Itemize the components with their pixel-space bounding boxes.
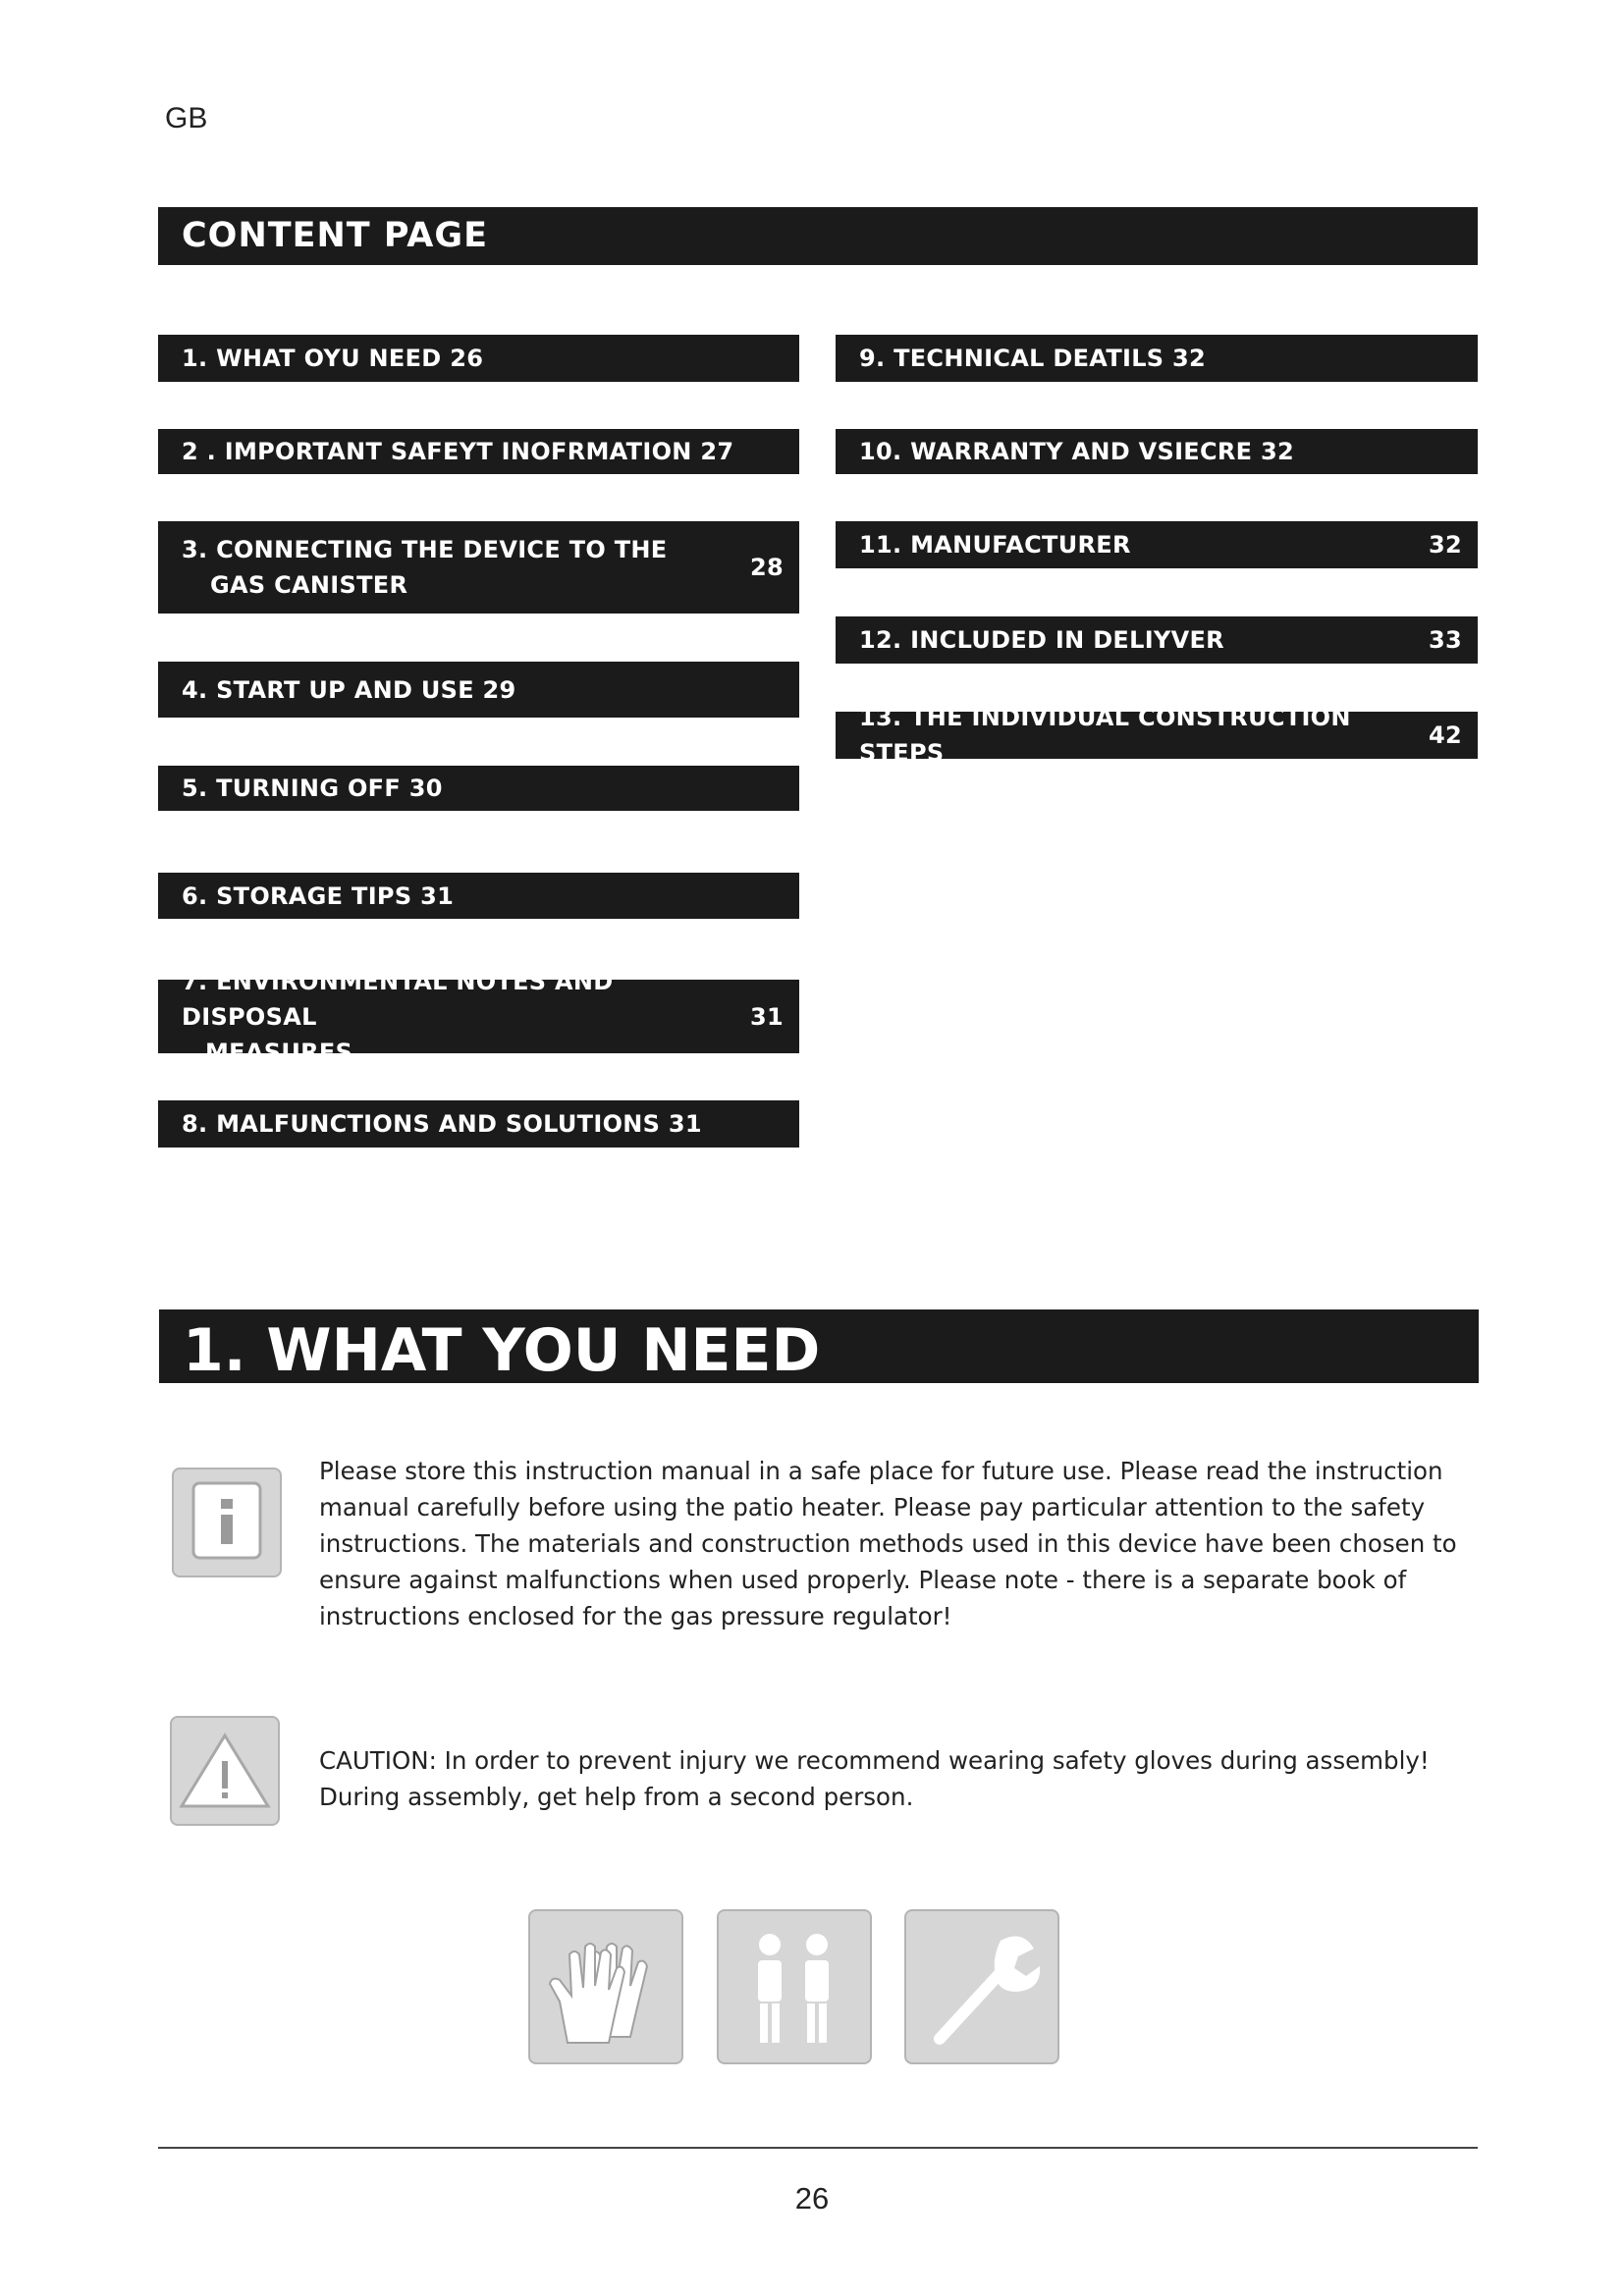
toc-item-label: 13. THE INDIVIDUAL CONSTRUCTION STEPS: [859, 704, 1351, 767]
footer-rule: [158, 2147, 1478, 2149]
toc-item-label: 7. ENVIRONMENTAL NOTES AND DISPOSAL MEASURES: [182, 967, 614, 1066]
caution-paragraph: CAUTION: In order to prevent injury we recommend wearing safety gloves during assembly! During assembly, get help from a second person.: [319, 1746, 1430, 1811]
toc-item-page: 32: [1429, 531, 1462, 559]
info-paragraph: Please store this instruction manual in a safe place for future use. Please read the instruction manual carefully before using the patio heater. Please pay particular attention to the safety instructions. The materials and construction methods used in this device have been chosen to ensure against malfunctions when used properly. Please note - there is a separate book of instructions enclosed for the gas pressure regulator!: [319, 1457, 1457, 1630]
toc-item-label: 12. INCLUDED IN DELIYVER: [859, 626, 1224, 654]
wrench-icon: [904, 1909, 1059, 2064]
toc-item-label: 8. MALFUNCTIONS AND SOLUTIONS 31: [182, 1110, 702, 1138]
toc-item-page: 33: [1429, 626, 1462, 654]
info-icon: [172, 1468, 282, 1577]
toc-item-page: 28: [750, 554, 784, 581]
gloves-icon: [528, 1909, 683, 2064]
page-number: 26: [794, 2181, 830, 2216]
toc-item-3[interactable]: [158, 521, 799, 614]
toc-item-10[interactable]: [836, 429, 1478, 474]
toc-item-label: 3. CONNECTING THE DEVICE TO THE GAS CANISTER: [182, 536, 668, 599]
toc-item-13[interactable]: [836, 704, 1478, 767]
two-persons-icon: [717, 1909, 872, 2064]
toc-item-label: 9. TECHNICAL DEATILS 32: [859, 345, 1207, 372]
toc-item-4[interactable]: [158, 662, 799, 718]
toc-item-6[interactable]: [158, 873, 799, 919]
toc-item-11[interactable]: [836, 521, 1478, 568]
toc-item-page: 42: [1429, 721, 1462, 749]
toc-item-label: 1. WHAT OYU NEED 26: [182, 345, 484, 372]
toc-item-7[interactable]: [158, 967, 799, 1066]
toc-item-page: 31: [750, 1002, 784, 1031]
toc-item-label: 4. START UP AND USE 29: [182, 675, 516, 704]
toc-item-8[interactable]: [158, 1100, 799, 1148]
toc-item-label: 6. STORAGE TIPS 31: [182, 881, 455, 910]
toc-item-1[interactable]: [158, 335, 799, 382]
toc-item-12[interactable]: [836, 616, 1478, 664]
toc-item-2[interactable]: [158, 429, 799, 474]
toc-item-label: 5. TURNING OFF 30: [182, 774, 443, 802]
toc-item-label: 11. MANUFACTURER: [859, 531, 1131, 559]
toc-item-5[interactable]: [158, 766, 799, 811]
section-title: 1. WHAT YOU NEED: [159, 1309, 1479, 1383]
toc-item-label: 2 . IMPORTANT SAFEYT INOFRMATION 27: [182, 438, 734, 465]
content-page-title: CONTENT PAGE: [158, 207, 1478, 265]
language-code: GB: [165, 102, 208, 134]
toc-item-9[interactable]: [836, 335, 1478, 382]
warning-icon: [170, 1716, 280, 1826]
toc-item-label: 10. WARRANTY AND VSIECRE 32: [859, 438, 1295, 465]
